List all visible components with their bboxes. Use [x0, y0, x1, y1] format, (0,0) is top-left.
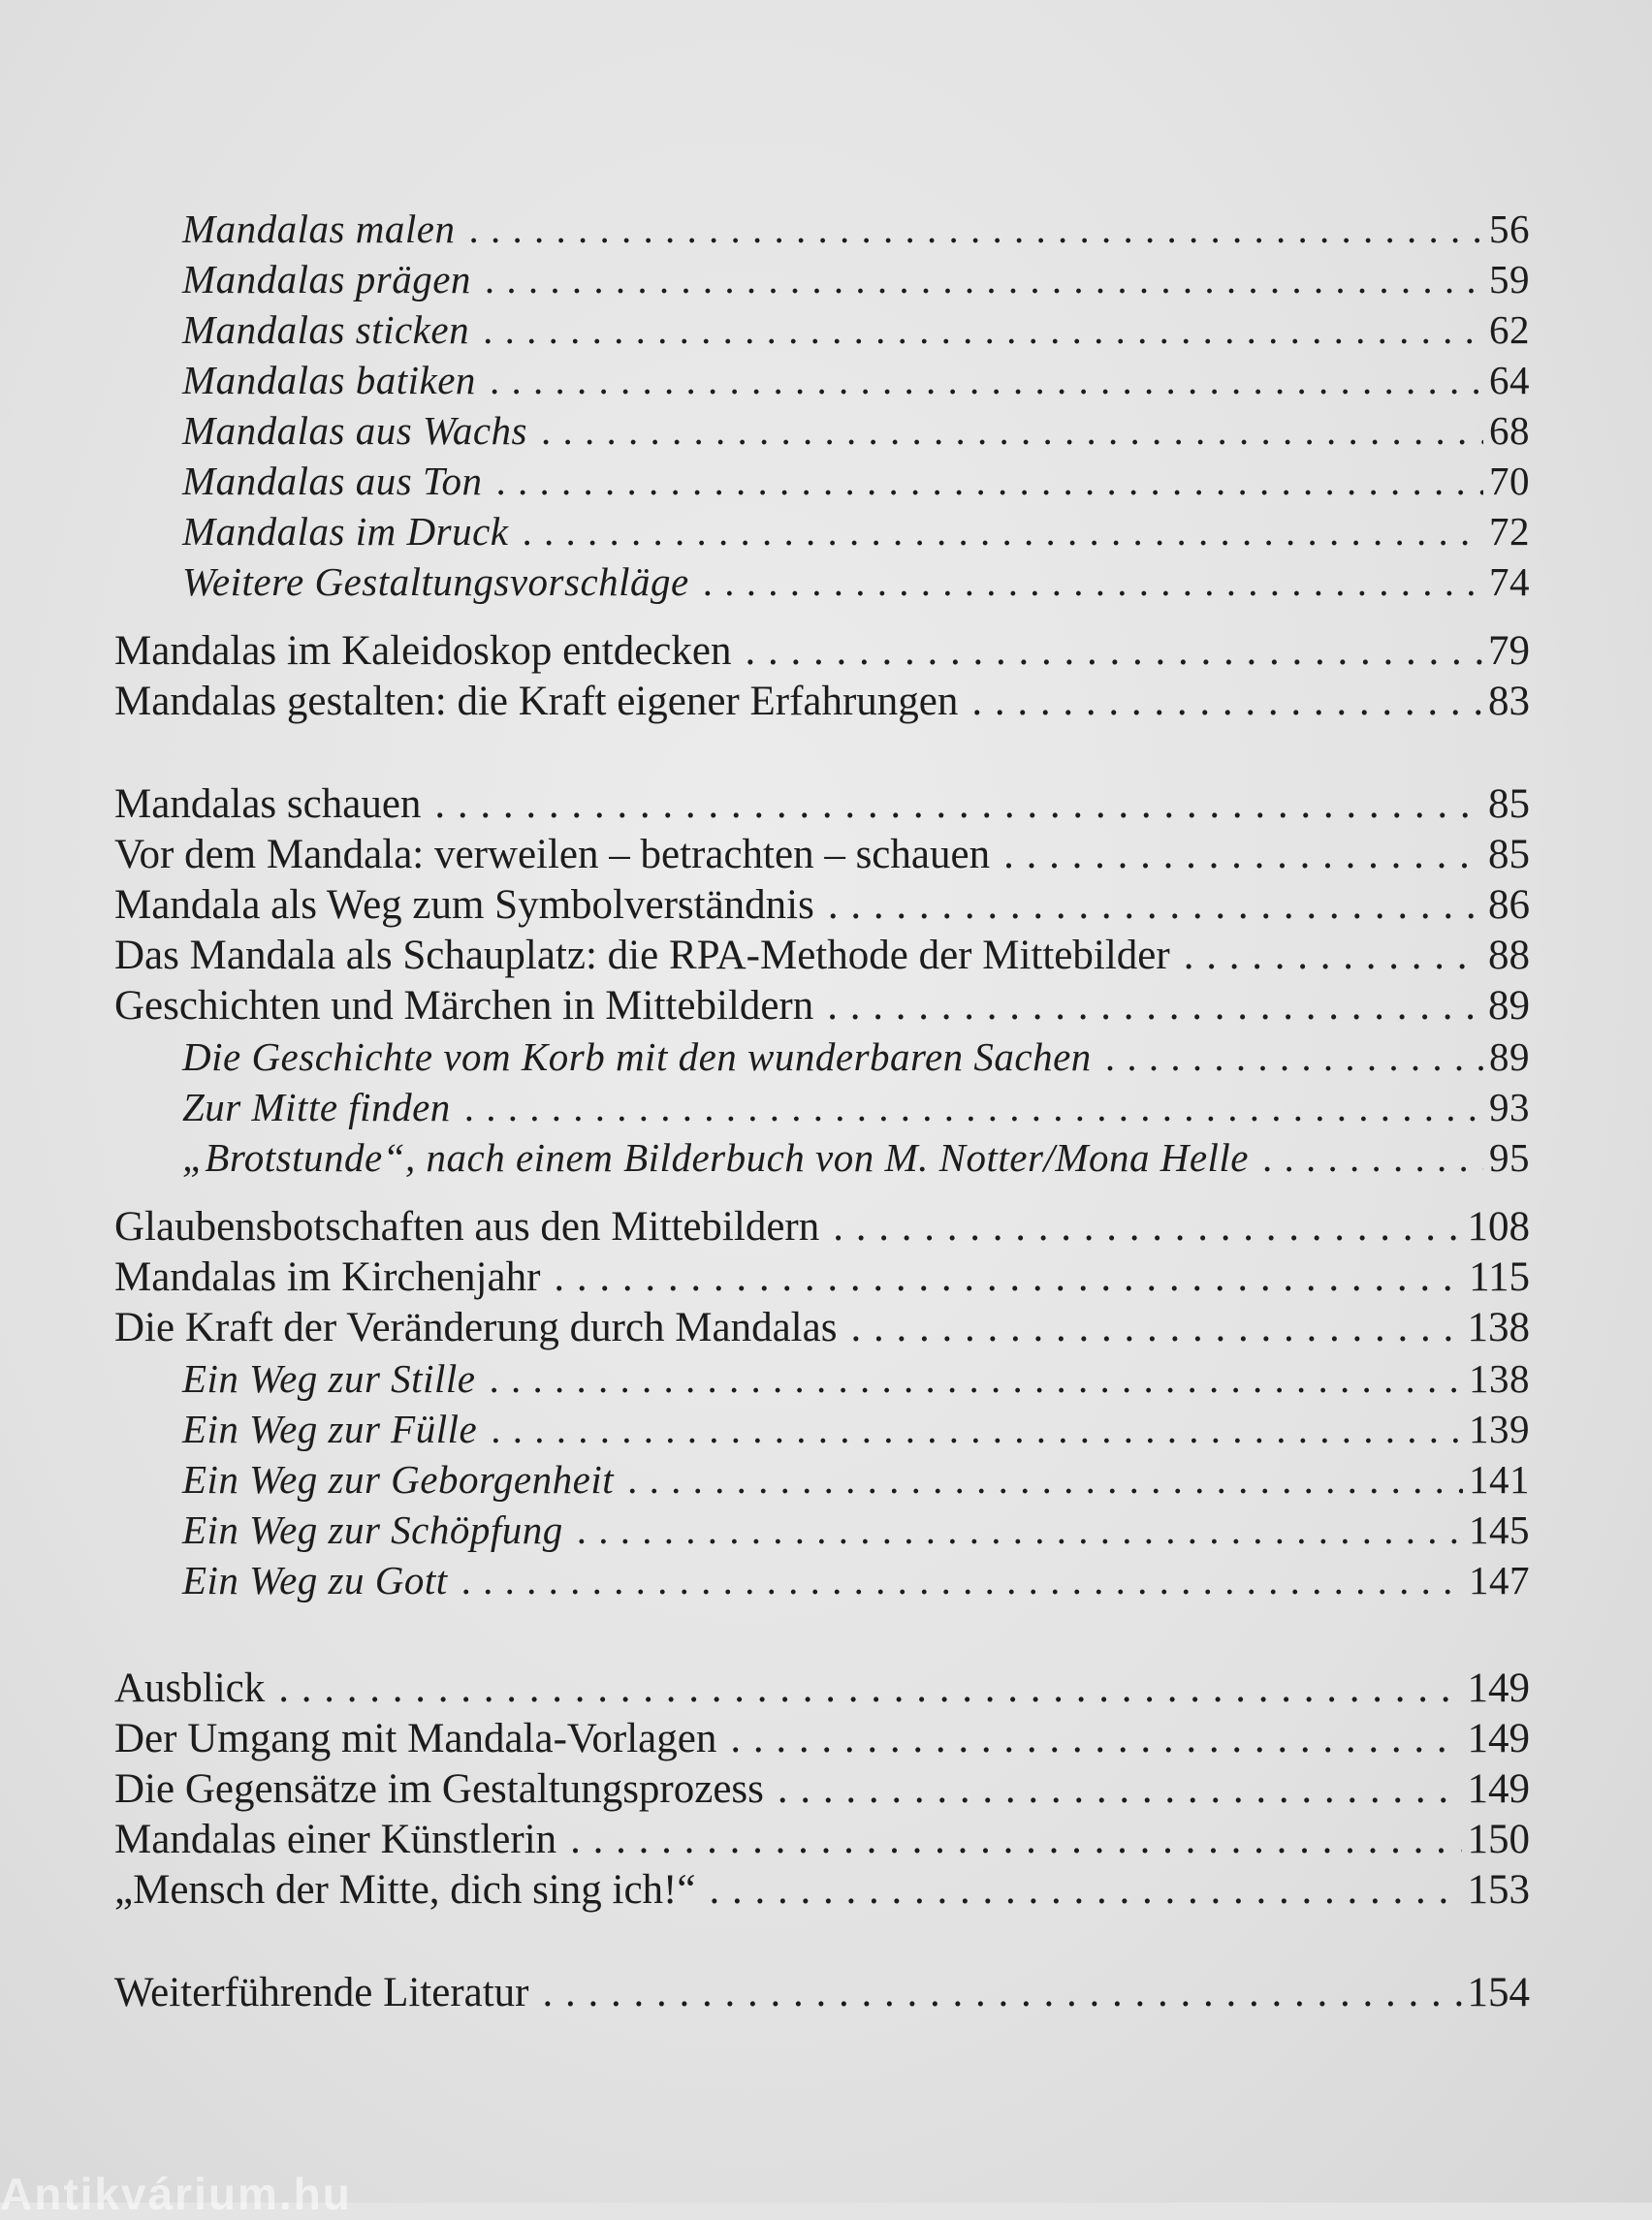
toc-entry: [114, 1253, 1530, 1303]
toc-entry-page: 85: [1488, 781, 1530, 827]
toc-entry-title: Mandala als Weg zum Symbolverständnis: [114, 882, 814, 928]
toc-entry-page: 56: [1489, 206, 1530, 251]
toc-entry-title: Zur Mitte finden: [182, 1085, 451, 1129]
toc-entry-page: 89: [1488, 983, 1530, 1029]
toc-entry: [114, 355, 1530, 405]
toc-entry-page: 62: [1489, 307, 1530, 352]
toc-entry-title: Ein Weg zur Geborgenheit: [182, 1457, 615, 1502]
toc-entry-page: 88: [1488, 933, 1530, 978]
dot-leader: [490, 355, 1483, 405]
dot-leader: [554, 1253, 1463, 1303]
toc-entry-page: 154: [1467, 1970, 1530, 2015]
dot-leader: [468, 204, 1483, 254]
toc-entry-page: 59: [1489, 257, 1530, 301]
toc-entry-page: 149: [1467, 1665, 1530, 1711]
toc-entry: [114, 830, 1530, 880]
toc-entry: [114, 1454, 1530, 1505]
dot-leader: [570, 1815, 1461, 1865]
table-of-contents: [114, 204, 1530, 2018]
toc-entry-page: 153: [1467, 1867, 1530, 1913]
toc-entry-page: 70: [1489, 459, 1530, 503]
dot-leader: [461, 1555, 1463, 1605]
dot-leader: [577, 1505, 1463, 1555]
toc-entry-title: Die Kraft der Veränderung durch Mandalas: [114, 1305, 838, 1350]
toc-entry-page: 149: [1467, 1716, 1530, 1761]
dot-leader: [496, 456, 1484, 506]
toc-entry: [114, 1353, 1530, 1404]
dot-leader: [541, 405, 1483, 456]
dot-leader: [627, 1454, 1463, 1505]
toc-entry: [114, 1031, 1530, 1082]
toc-entry: [114, 677, 1530, 727]
dot-leader: [833, 1202, 1461, 1253]
toc-entry-page: 138: [1467, 1305, 1530, 1350]
toc-entry-title: Mandalas im Druck: [182, 509, 509, 554]
toc-entry: [114, 456, 1530, 506]
toc-entry-title: Weiterführende Literatur: [114, 1970, 529, 2015]
dot-leader: [971, 677, 1482, 727]
toc-entry-title: Mandalas prägen: [182, 257, 471, 301]
toc-entry-page: 147: [1469, 1558, 1530, 1602]
dot-leader: [1262, 1132, 1483, 1183]
toc-entry-title: „Mensch der Mitte, dich sing ich!“: [114, 1867, 696, 1913]
toc-entry: [114, 304, 1530, 355]
toc-entry: [114, 931, 1530, 981]
dot-leader: [522, 506, 1483, 556]
dot-leader: [778, 1764, 1462, 1815]
toc-entry: [114, 1815, 1530, 1865]
toc-entry-page: 150: [1467, 1817, 1530, 1862]
dot-leader: [489, 1353, 1463, 1404]
toc-entry-title: Ein Weg zur Fülle: [182, 1407, 478, 1451]
toc-entry-title: Ein Weg zur Stille: [182, 1356, 476, 1401]
toc-entry-title: Mandalas sticken: [182, 307, 470, 352]
dot-leader: [745, 626, 1482, 677]
watermark: Antikvárium.hu: [0, 2169, 352, 2219]
toc-entry-page: 145: [1469, 1507, 1530, 1552]
toc-entry-page: 139: [1469, 1407, 1530, 1451]
dot-leader: [709, 1865, 1461, 1916]
toc-entry-page: 74: [1489, 559, 1530, 604]
toc-entry-page: 72: [1489, 509, 1530, 554]
toc-entry-title: Mandalas schauen: [114, 781, 422, 827]
toc-entry-page: 83: [1488, 679, 1530, 724]
toc-entry: [114, 1865, 1530, 1916]
dot-leader: [483, 304, 1483, 355]
toc-entry-title: Die Gegensätze im Gestaltungsprozess: [114, 1766, 764, 1812]
toc-entry-title: Mandalas malen: [182, 206, 456, 251]
toc-entry-page: 141: [1469, 1457, 1530, 1502]
dot-leader: [485, 254, 1483, 304]
toc-entry-page: 86: [1488, 882, 1530, 928]
toc-entry-title: Ein Weg zur Schöpfung: [182, 1507, 563, 1552]
toc-entry-title: Der Umgang mit Mandala-Vorlagen: [114, 1716, 717, 1761]
toc-entry: [114, 779, 1530, 830]
dot-leader: [464, 1082, 1483, 1132]
toc-entry-title: Glaubensbotschaften aus den Mittebildern: [114, 1204, 820, 1250]
toc-entry-title: Geschichten und Märchen in Mittebildern: [114, 983, 814, 1029]
toc-entry-title: Mandalas aus Ton: [182, 459, 483, 503]
toc-entry-page: 64: [1489, 358, 1530, 402]
toc-entry-title: Weitere Gestaltungsvorschläge: [182, 559, 689, 604]
toc-entry: [114, 981, 1530, 1031]
toc-entry: [114, 204, 1530, 254]
toc-entry: [114, 880, 1530, 931]
toc-entry-page: 68: [1489, 408, 1530, 453]
toc-entry-title: Vor dem Mandala: verweilen – betrachten – schauen: [114, 832, 991, 877]
dot-leader: [434, 779, 1482, 830]
toc-entry-page: 115: [1469, 1254, 1530, 1300]
toc-entry: [114, 405, 1530, 456]
toc-entry-page: 93: [1489, 1085, 1530, 1129]
dot-leader: [278, 1664, 1461, 1714]
toc-entry-title: Ausblick: [114, 1665, 266, 1711]
toc-entry-page: 149: [1467, 1766, 1530, 1812]
toc-entry-page: 89: [1489, 1034, 1530, 1079]
toc-entry: [114, 1082, 1530, 1132]
toc-entry-page: 138: [1469, 1356, 1530, 1401]
toc-entry: [114, 254, 1530, 304]
dot-leader: [1003, 830, 1482, 880]
toc-entry: [114, 556, 1530, 607]
toc-entry: [114, 1764, 1530, 1815]
toc-entry: [114, 1202, 1530, 1253]
toc-entry: [114, 1505, 1530, 1555]
toc-entry-title: Mandalas batiken: [182, 358, 476, 402]
toc-entry-title: Mandalas im Kaleidoskop entdecken: [114, 628, 732, 674]
toc-entry-title: Die Geschichte vom Korb mit den wunderbaren Sachen: [182, 1034, 1092, 1079]
toc-entry-title: „Brotstunde“, nach einem Bilderbuch von M. Notter/Mona Helle: [182, 1135, 1250, 1180]
dot-leader: [827, 981, 1482, 1031]
dot-leader: [703, 556, 1483, 607]
toc-entry: [114, 626, 1530, 677]
dot-leader: [491, 1404, 1463, 1454]
toc-entry: [114, 1404, 1530, 1454]
toc-entry-title: Ein Weg zu Gott: [182, 1558, 448, 1602]
toc-entry-title: Mandalas gestalten: die Kraft eigener Erfahrungen: [114, 679, 959, 724]
dot-leader: [850, 1303, 1461, 1353]
dot-leader: [828, 880, 1482, 931]
toc-entry-page: 108: [1467, 1204, 1530, 1250]
dot-leader: [543, 1968, 1462, 2018]
toc-entry-title: Das Mandala als Schauplatz: die RPA-Methode der Mittebilder: [114, 933, 1170, 978]
toc-entry: [114, 1968, 1530, 2018]
toc-entry: [114, 1714, 1530, 1764]
toc-entry-title: Mandalas aus Wachs: [182, 408, 527, 453]
toc-entry-page: 79: [1488, 628, 1530, 674]
toc-entry: [114, 1555, 1530, 1605]
toc-entry-page: 85: [1488, 832, 1530, 877]
toc-entry-title: Mandalas einer Künstlerin: [114, 1817, 557, 1862]
dot-leader: [1184, 931, 1482, 981]
dot-leader: [1105, 1031, 1483, 1082]
toc-entry: [114, 1132, 1530, 1183]
toc-entry-title: Mandalas im Kirchenjahr: [114, 1254, 541, 1300]
toc-entry-page: 95: [1489, 1135, 1530, 1180]
toc-entry: [114, 506, 1530, 556]
toc-entry: [114, 1303, 1530, 1353]
dot-leader: [730, 1714, 1461, 1764]
toc-entry: [114, 1664, 1530, 1714]
